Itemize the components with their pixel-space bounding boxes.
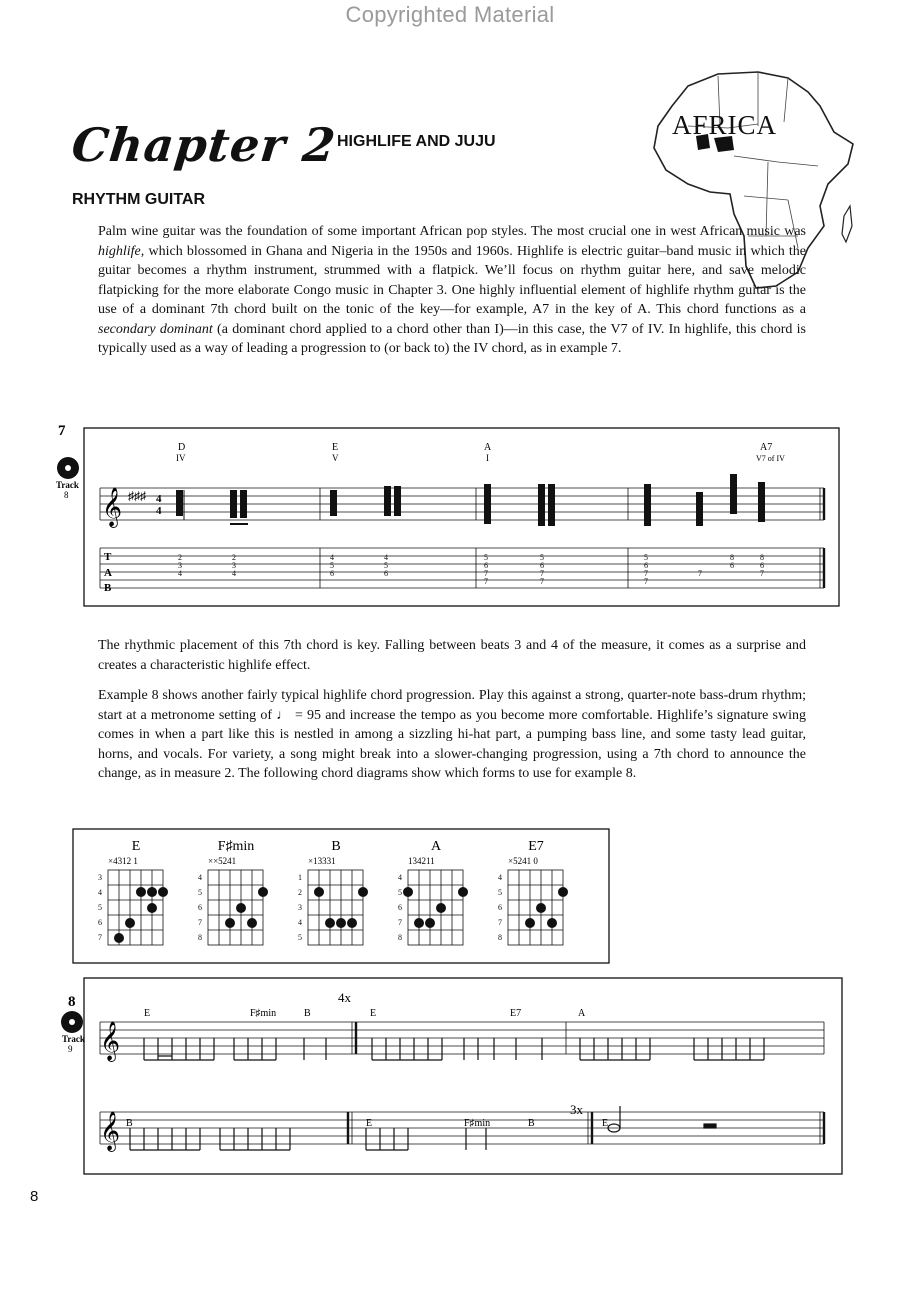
svg-text:A: A [578, 1008, 586, 1019]
svg-text:E7: E7 [528, 839, 544, 854]
paragraph-intro: Palm wine guitar was the foundation of some important African pop styles. The most crucial one in west African music was highlife, which blossomed in Ghana and Nigeria in the 1950s and 1960s. Highlife is electric guitar–band music in which the guitar becomes a rhythm instrument, strummed with a flatpick. We’ll focus on rhythm guitar here, and save melodic flatpicking for the more elaborate Congo music in Chapter 3. One highly influential element of highlife rhythm guitar is the use of a dominant 7th chord built on the tonic of the key—for example, A7 in the key of A. This chord functions as a secondary dominant (a dominant chord applied to a chord other than I)—in this case, the V7 of IV. In highlife, this chord is typically used as a way of leading a progression to (or back to) the IV chord, as in example 7. [98, 224, 806, 356]
svg-text:6: 6 [644, 561, 648, 570]
svg-text:4: 4 [232, 569, 236, 578]
treble-clef: 𝄞 [100, 1023, 121, 1060]
svg-text:×13331: ×13331 [308, 856, 336, 866]
svg-text:7: 7 [398, 918, 402, 927]
svg-text:E: E [131, 839, 141, 854]
svg-text:3: 3 [98, 873, 102, 882]
svg-text:7: 7 [198, 918, 202, 927]
svg-text:2: 2 [298, 888, 302, 897]
svg-text:E: E [366, 1118, 373, 1129]
svg-text:5: 5 [498, 888, 502, 897]
svg-text:6: 6 [498, 903, 502, 912]
svg-text:4: 4 [156, 505, 162, 517]
svg-text:E: E [144, 1008, 151, 1019]
svg-text:5: 5 [484, 553, 488, 562]
svg-text:B: B [331, 839, 341, 854]
svg-text:6: 6 [484, 561, 488, 570]
svg-text:B: B [304, 1008, 311, 1019]
svg-text:5: 5 [384, 561, 388, 570]
tab-letter: B [104, 582, 112, 594]
repeat-count: 3x [570, 1102, 583, 1117]
svg-text:××5241: ××5241 [208, 856, 237, 866]
svg-text:B: B [528, 1118, 535, 1129]
svg-text:4: 4 [156, 493, 162, 505]
svg-text:4: 4 [330, 553, 334, 562]
chord-symbol: A7 [760, 442, 773, 453]
svg-text:7: 7 [540, 569, 544, 578]
svg-text:7: 7 [644, 577, 648, 586]
chord-diagram-b [308, 839, 341, 866]
svg-text:♯♯♯: ♯♯♯ [128, 489, 146, 503]
repeat-count: 4x [338, 990, 351, 1005]
svg-text:3: 3 [298, 903, 302, 912]
svg-text:7: 7 [484, 569, 488, 578]
chapter-title: Chapter 2 [69, 118, 339, 172]
svg-text:5: 5 [330, 561, 334, 570]
svg-text:2: 2 [178, 553, 182, 562]
svg-text:E: E [370, 1008, 377, 1019]
svg-text:F♯min: F♯min [217, 839, 255, 854]
svg-text:7: 7 [698, 569, 702, 578]
chord-diagram-f-sharp-min [208, 839, 254, 866]
example-7-notation [54, 420, 844, 610]
svg-text:7: 7 [644, 569, 648, 578]
chord-diagrams [72, 828, 612, 966]
copyright-watermark: Copyrighted Material [345, 2, 555, 27]
page-number: 8 [30, 1188, 39, 1205]
track-label: Track [56, 480, 79, 490]
svg-text:7: 7 [540, 577, 544, 586]
svg-text:4: 4 [398, 873, 402, 882]
paragraph-example8: Example 8 shows another fairly typical highlife chord progression. Play this against a strong, quarter-note bass-drum rhythm; start at a metronome setting of ♩ = 95 and increase the tempo as you become more comfortable. Highlife’s signature swing comes in when a part like this is nestled in among a sizzling hi-hat part, a pumping bass line, and some tasty lead guitar, horns, and vocals. For variety, a song might break into a slower-changing progression, using a 7th chord to announce the change, as in measure 2. The following chord diagrams show which forms to use for example 8. [98, 688, 806, 781]
example-number: 8 [68, 994, 76, 1010]
paragraph-rhythm: The rhythmic placement of this 7th chord is key. Falling between beats 3 and 4 of the measure, it comes as a surprise and creates a characteristic highlife effect. [98, 638, 806, 673]
tab-letter: A [104, 567, 112, 579]
svg-text:7: 7 [760, 569, 764, 578]
svg-text:6: 6 [730, 561, 734, 570]
svg-text:8: 8 [730, 553, 734, 562]
svg-text:5: 5 [540, 553, 544, 562]
chapter-subtitle: HIGHLIFE AND JUJU [337, 133, 496, 150]
tab-letter: T [104, 551, 112, 563]
chord-diagram-a [408, 839, 442, 866]
svg-text:6: 6 [330, 569, 334, 578]
svg-text:5: 5 [98, 903, 102, 912]
svg-text:E: E [602, 1118, 609, 1129]
svg-text:A: A [430, 839, 442, 854]
roman-numeral: V [332, 453, 339, 463]
svg-text:B: B [126, 1118, 133, 1129]
svg-text:8: 8 [498, 933, 502, 942]
svg-text:6: 6 [384, 569, 388, 578]
treble-clef: 𝄞 [100, 1113, 121, 1150]
svg-text:4: 4 [98, 888, 102, 897]
svg-text:4: 4 [198, 873, 202, 882]
chord-symbol: D [178, 442, 186, 453]
svg-text:4: 4 [178, 569, 182, 578]
svg-text:1: 1 [298, 873, 302, 882]
svg-text:5: 5 [644, 553, 648, 562]
svg-text:4: 4 [298, 918, 302, 927]
svg-text:3: 3 [232, 561, 236, 570]
example-8-notation [54, 976, 844, 1176]
svg-text:8: 8 [398, 933, 402, 942]
svg-text:5: 5 [198, 888, 202, 897]
map-label: AFRICA [672, 110, 778, 140]
svg-text:×5241 0: ×5241 0 [508, 856, 538, 866]
example-number: 7 [58, 423, 66, 439]
svg-text:3: 3 [178, 561, 182, 570]
svg-text:×4312 1: ×4312 1 [108, 856, 138, 866]
svg-text:5: 5 [398, 888, 402, 897]
section-heading: RHYTHM GUITAR [72, 191, 206, 208]
svg-text:E7: E7 [510, 1008, 522, 1019]
svg-text:F♯min: F♯min [250, 1008, 277, 1019]
roman-numeral: I [486, 453, 489, 463]
chord-diagram-e7 [508, 839, 544, 866]
treble-clef: 𝄞 [102, 489, 123, 526]
svg-text:7: 7 [484, 577, 488, 586]
svg-text:134211: 134211 [408, 856, 435, 866]
svg-text:8: 8 [198, 933, 202, 942]
chord-diagram-e [108, 839, 140, 866]
svg-text:6: 6 [398, 903, 402, 912]
roman-numeral: V7 of IV [756, 454, 785, 463]
svg-text:6: 6 [760, 561, 764, 570]
svg-text:6: 6 [198, 903, 202, 912]
svg-text:6: 6 [540, 561, 544, 570]
svg-text:4: 4 [384, 553, 388, 562]
roman-numeral: IV [176, 453, 186, 463]
svg-text:F♯min: F♯min [464, 1118, 491, 1129]
svg-text:8: 8 [760, 553, 764, 562]
track-number: 8 [64, 490, 69, 500]
chord-symbol: E [332, 442, 339, 453]
svg-text:5: 5 [298, 933, 302, 942]
svg-text:2: 2 [232, 553, 236, 562]
chord-symbol: A [484, 442, 492, 453]
track-label: Track [62, 1034, 85, 1044]
svg-text:7: 7 [498, 918, 502, 927]
svg-text:7: 7 [98, 933, 102, 942]
svg-text:6: 6 [98, 918, 102, 927]
track-number: 9 [68, 1044, 73, 1054]
svg-text:4: 4 [498, 873, 502, 882]
